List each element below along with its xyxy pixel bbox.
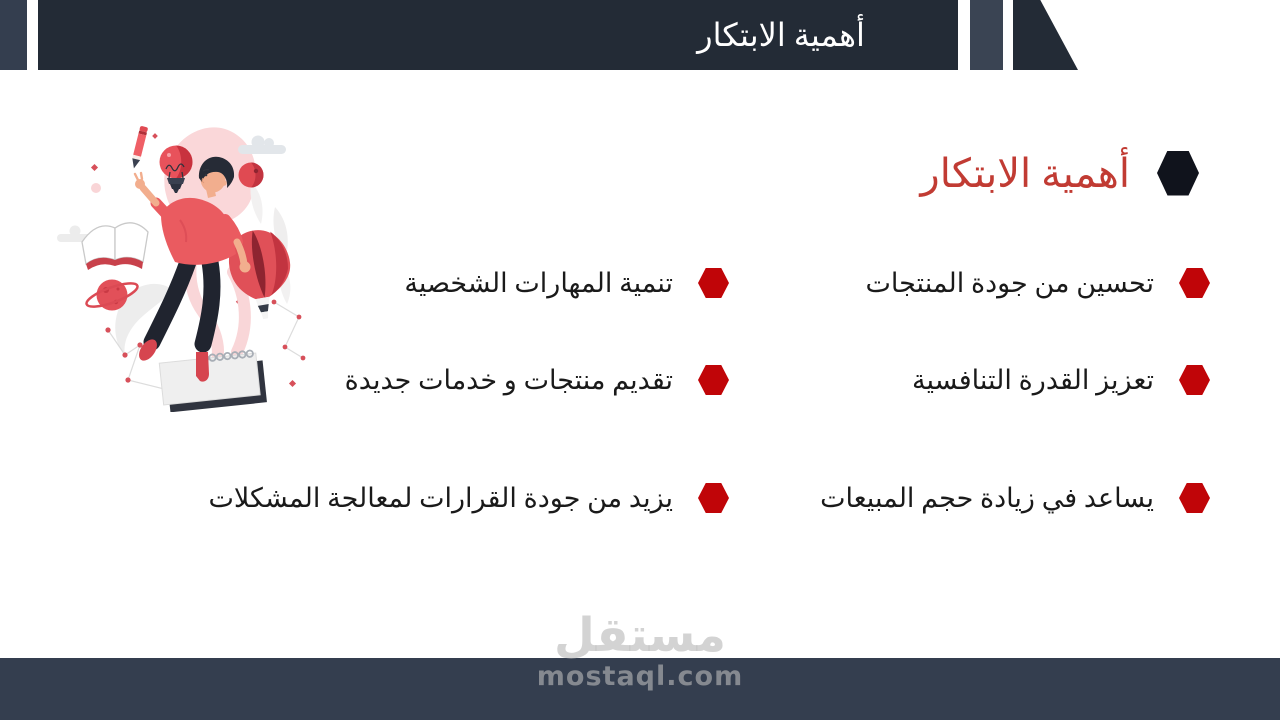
- open-book-icon: [82, 223, 148, 270]
- mostaql-logo: مستقل: [554, 608, 726, 663]
- hexagon-bullet-icon: [1179, 268, 1210, 298]
- hexagon-bullet-icon: [698, 268, 729, 298]
- bullet-text: تعزيز القدرة التنافسية: [912, 364, 1154, 395]
- innovation-illustration: [55, 112, 320, 412]
- notepad-icon: [159, 349, 267, 412]
- pencil-icon: [130, 126, 148, 170]
- hexagon-bullet-icon: [1157, 151, 1199, 196]
- bullet-item: [404, 265, 729, 301]
- header-accent-bar-right: [970, 0, 1003, 70]
- shoe: [196, 352, 209, 382]
- header-parallelogram-shape: [1013, 0, 1078, 70]
- hexagon-bullet-icon: [698, 365, 729, 395]
- bullet-item: [912, 362, 1210, 398]
- bullet-text: تنمية المهارات الشخصية: [404, 267, 673, 298]
- red-planet-icon: [239, 163, 264, 188]
- bullet-item: [820, 480, 1210, 516]
- bullet-item: [865, 265, 1210, 301]
- bullet-text: يزيد من جودة القرارات لمعالجة المشكلات: [208, 482, 673, 513]
- bullet-text: تقديم منتجات و خدمات جديدة: [344, 364, 673, 395]
- section-heading-text: أهمية الابتكار: [920, 150, 1130, 196]
- bullet-item: [209, 480, 730, 516]
- bullet-text: تحسين من جودة المنتجات: [865, 267, 1154, 298]
- bullet-item: [345, 362, 729, 398]
- header-accent-bar-left: [0, 0, 27, 70]
- hexagon-bullet-icon: [1179, 365, 1210, 395]
- section-heading-row: [920, 148, 1199, 198]
- hexagon-bullet-icon: [698, 483, 729, 513]
- mostaql-domain: mostaql.com: [536, 660, 744, 692]
- watermark: [537, 610, 743, 691]
- slide-header-title: أهمية الابتكار: [697, 17, 865, 53]
- bullet-text: يساعد في زيادة حجم المبيعات: [820, 482, 1154, 513]
- hexagon-bullet-icon: [1179, 483, 1210, 513]
